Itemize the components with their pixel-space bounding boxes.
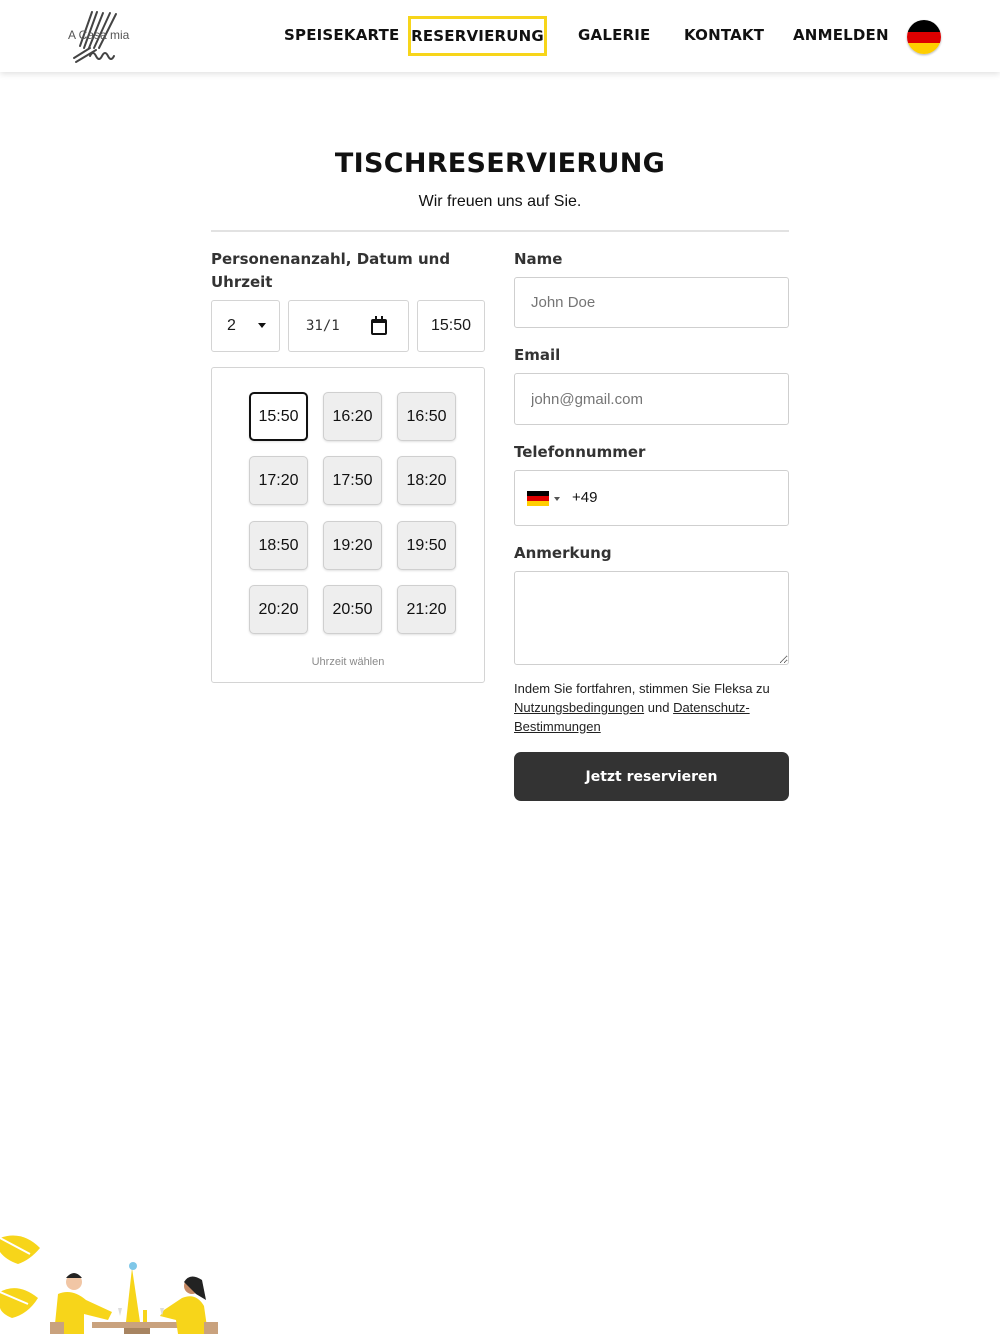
time-slot[interactable]: 20:50: [323, 585, 382, 634]
privacy-link[interactable]: Datenschutz-Bestimmungen: [514, 700, 750, 734]
nav-reservierung[interactable]: RESERVIERUNG: [408, 16, 547, 56]
email-input[interactable]: [514, 373, 789, 425]
title-divider: [211, 230, 789, 232]
time-slot[interactable]: 17:50: [323, 456, 382, 505]
time-slot[interactable]: 21:20: [397, 585, 456, 634]
nav-galerie[interactable]: GALERIE: [578, 26, 651, 44]
flag-de-icon[interactable]: [527, 491, 549, 506]
nav-speisekarte[interactable]: SPEISEKARTE: [284, 26, 400, 44]
name-input[interactable]: [514, 277, 789, 328]
date-input[interactable]: [288, 300, 409, 352]
logo-text: A Casa mia: [68, 28, 130, 42]
time-slot[interactable]: 17:20: [249, 456, 308, 505]
calendar-icon[interactable]: [371, 319, 387, 335]
persons-value: 2: [227, 317, 236, 334]
note-label: Anmerkung: [514, 544, 612, 562]
time-slot[interactable]: 15:50: [249, 392, 308, 441]
time-slot[interactable]: 16:20: [323, 392, 382, 441]
email-label: Email: [514, 346, 561, 364]
phone-country-code: +49: [572, 489, 598, 506]
caret-down-icon: [258, 323, 266, 328]
booking-label: Personenanzahl, Datum und Uhrzeit: [211, 250, 451, 291]
time-slot[interactable]: 19:50: [397, 521, 456, 570]
top-navigation: [0, 0, 1000, 72]
flag-de-icon[interactable]: [907, 20, 941, 54]
time-select[interactable]: [417, 300, 485, 352]
page-subtitle: Wir freuen uns auf Sie.: [418, 193, 582, 210]
page-title: TISCHRESERVIERUNG: [334, 148, 666, 179]
time-slot[interactable]: 16:50: [397, 392, 456, 441]
name-label: Name: [514, 250, 563, 268]
consent-and: und: [647, 700, 670, 715]
phone-label: Telefonnummer: [514, 443, 646, 461]
time-slot[interactable]: 18:20: [397, 456, 456, 505]
date-value: 31/1: [306, 318, 340, 334]
time-slot[interactable]: 19:20: [323, 521, 382, 570]
time-slot[interactable]: 18:50: [249, 521, 308, 570]
phone-input[interactable]: [514, 470, 789, 526]
note-textarea[interactable]: [514, 571, 789, 665]
time-slot[interactable]: 20:20: [249, 585, 308, 634]
consent-prefix: Indem Sie fortfahren, stimmen Sie Fleksa zu: [514, 681, 770, 696]
slots-hint: Uhrzeit wählen: [311, 656, 385, 668]
terms-link[interactable]: Nutzungsbedingungen: [514, 700, 645, 715]
restaurant-logo[interactable]: [66, 8, 130, 64]
time-slot-picker: [211, 367, 485, 683]
nav-kontakt[interactable]: KONTAKT: [684, 26, 765, 44]
caret-down-icon[interactable]: [554, 497, 560, 501]
time-value: 15:50: [430, 317, 472, 334]
persons-select[interactable]: [211, 300, 280, 352]
dinner-illustration: [0, 1230, 230, 1334]
nav-anmelden[interactable]: ANMELDEN: [793, 26, 889, 44]
consent-text: [514, 679, 789, 736]
reserve-button[interactable]: Jetzt reservieren: [514, 752, 789, 801]
